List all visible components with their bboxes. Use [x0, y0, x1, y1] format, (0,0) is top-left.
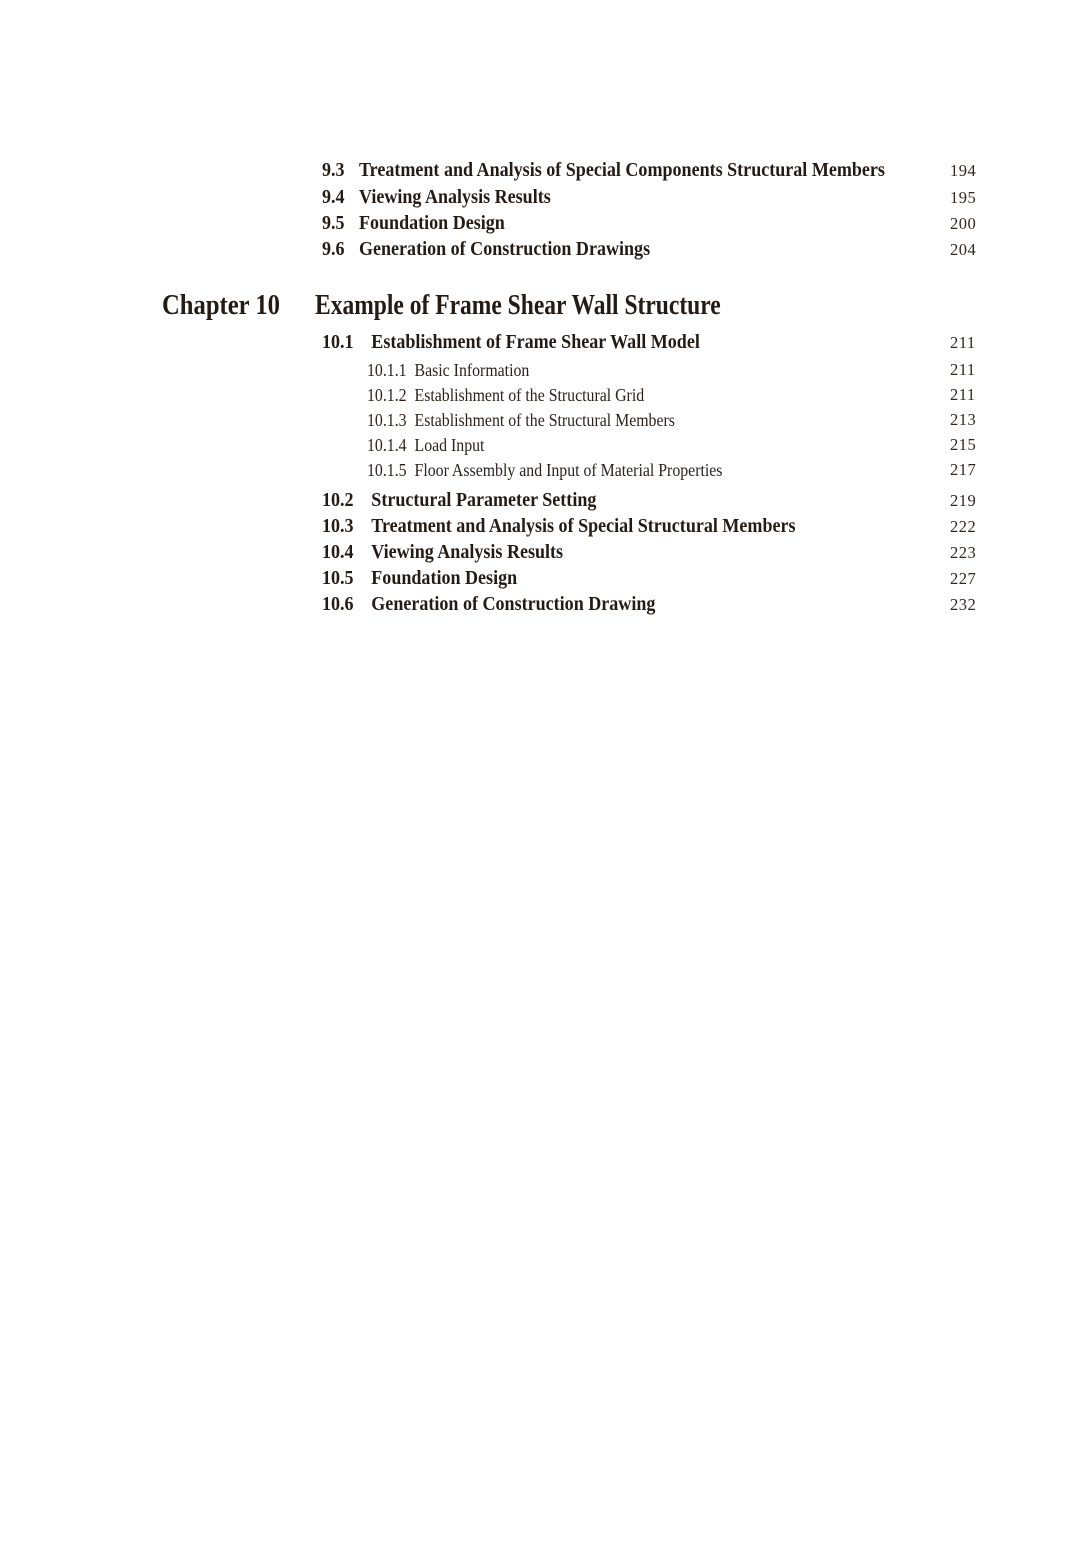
toc-entry-page-number: 204	[950, 240, 977, 259]
toc-entry-page-number: 195	[950, 188, 977, 207]
toc-entry-page-number: 222	[950, 517, 977, 536]
toc-entry-title: Load Input	[414, 435, 485, 455]
toc-entry-10-4	[0, 542, 1080, 563]
toc-entry-title: Basic Information	[414, 360, 530, 380]
toc-entry-page-number: 227	[950, 569, 977, 588]
toc-entry-number: 10.5	[322, 567, 354, 589]
toc-entry-title: Generation of Construction Drawing	[371, 593, 656, 615]
toc-entry-number: 9.5	[322, 212, 345, 234]
toc-subentry-10-1-2	[0, 386, 1080, 404]
toc-entry-number: 10.6	[322, 593, 354, 615]
toc-entry-page-number: 211	[950, 333, 976, 352]
toc-entry-9-4	[0, 187, 1080, 208]
toc-entry-9-3	[0, 160, 1080, 181]
toc-entry-title: Viewing Analysis Results	[358, 186, 551, 208]
toc-entry-title: Foundation Design	[371, 567, 518, 589]
toc-entry-number: 10.2	[322, 489, 354, 511]
toc-entry-title: Treatment and Analysis of Special Components Structural Members	[358, 159, 885, 181]
toc-entry-title: Establishment of Frame Shear Wall Model	[371, 331, 700, 353]
toc-entry-page-number: 232	[950, 595, 977, 614]
toc-entry-number: 10.1.5	[367, 460, 407, 480]
toc-entry-title: Establishment of the Structural Members	[414, 410, 675, 430]
toc-entry-title: Viewing Analysis Results	[371, 541, 564, 563]
toc-entry-number: 9.3	[322, 159, 345, 181]
toc-entry-number: 10.1.3	[367, 410, 407, 430]
chapter-label: Chapter 10	[162, 290, 280, 321]
toc-subentry-10-1-1	[0, 361, 1080, 379]
toc-entry-10-2	[0, 490, 1080, 511]
toc-entry-title: Structural Parameter Setting	[371, 489, 597, 511]
toc-entry-9-6	[0, 239, 1080, 260]
toc-subentry-10-1-3	[0, 411, 1080, 429]
toc-entry-title: Establishment of the Structural Grid	[414, 385, 645, 405]
chapter-title: Example of Frame Shear Wall Structure	[315, 290, 721, 321]
toc-entry-10-3	[0, 516, 1080, 537]
toc-entry-page-number: 211	[950, 360, 976, 379]
toc-entry-page-number: 217	[950, 460, 977, 479]
toc-entry-number: 9.4	[322, 186, 345, 208]
toc-entry-title: Generation of Construction Drawings	[358, 238, 651, 260]
toc-entry-9-5	[0, 213, 1080, 234]
toc-entry-title: Foundation Design	[358, 212, 505, 234]
toc-entry-number: 10.3	[322, 515, 354, 537]
toc-entry-10-6	[0, 594, 1080, 615]
toc-entry-page-number: 194	[950, 161, 977, 180]
toc-entry-title: Treatment and Analysis of Special Structural Members	[371, 515, 796, 537]
toc-entry-number: 10.1.2	[367, 385, 407, 405]
toc-entry-number: 10.1.4	[367, 435, 407, 455]
toc-entry-title: Floor Assembly and Input of Material Properties	[414, 460, 723, 480]
toc-entry-page-number: 200	[950, 214, 977, 233]
toc-entry-page-number: 223	[950, 543, 977, 562]
toc-entry-number: 9.6	[322, 238, 345, 260]
toc-entry-number: 10.1.1	[367, 360, 407, 380]
toc-entry-page-number: 219	[950, 491, 977, 510]
toc-entry-page-number: 215	[950, 435, 977, 454]
toc-entry-10-1	[0, 332, 1080, 353]
toc-entry-10-5	[0, 568, 1080, 589]
toc-entry-number: 10.1	[322, 331, 354, 353]
toc-subentry-10-1-5	[0, 461, 1080, 479]
toc-entry-number: 10.4	[322, 541, 354, 563]
toc-subentry-10-1-4	[0, 436, 1080, 454]
toc-entry-page-number: 211	[950, 385, 976, 404]
toc-entry-page-number: 213	[950, 410, 977, 429]
